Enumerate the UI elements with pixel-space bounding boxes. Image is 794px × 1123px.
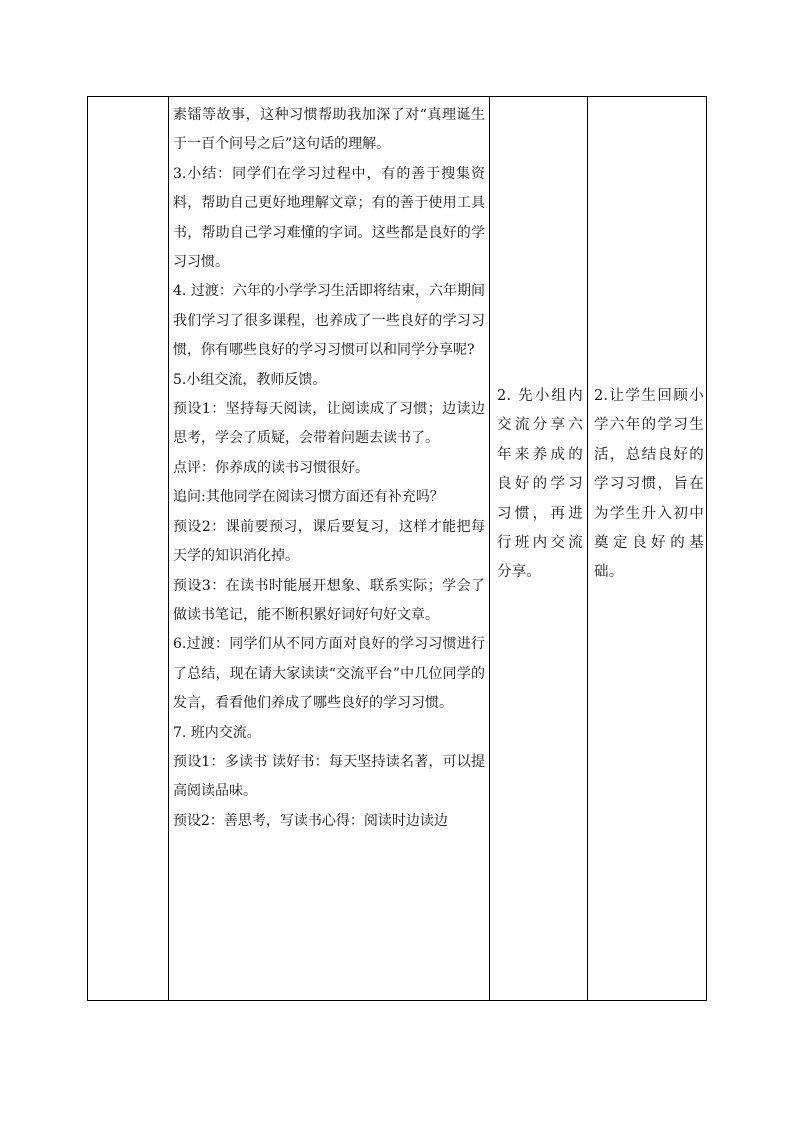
content-paragraph: 追问:其他同学在阅读习惯方面还有补充吗？	[173, 489, 444, 506]
content-paragraph: 7. 班内交流。	[173, 724, 261, 741]
content-paragraph: 3.小结：同学们在学习过程中，有的善于搜集资料，帮助自己更好地理解文章；有的善于使用工具书，帮助自己学习难懂的字词。这些都是良好的学习习惯。	[173, 165, 485, 271]
content-paragraph: 预设1：坚持每天阅读，让阅读成了习惯；边读边思考，学会了质疑，会带着问题去读书了。	[173, 401, 485, 447]
content-paragraph: 点评：你养成的读书习惯很好。	[173, 459, 369, 476]
content-paragraph: 预设2：善思考，写读书心得：阅读时边读边	[173, 812, 448, 829]
content-paragraph: 预设2：课前要预习，课后要复习，这样才能把每天学的知识消化掉。	[173, 518, 485, 565]
teaching-content-cell	[168, 97, 489, 1000]
content-paragraph: 6.过渡：同学们从不同方面对良好的学习习惯进行了总结，现在请大家读读“交流平台”中几位同学的发言，看看他们养成了哪些良好的学习习惯。	[173, 636, 485, 712]
content-paragraph: 4. 过渡：六年的小学学习生活即将结束，六年期间我们学习了很多课程，也养成了一些良好的学习习惯，你有哪些良好的学习习惯可以和同学分享呢?	[173, 283, 485, 359]
design-intent-text: 2.让学生回顾小学六年的学习生活，总结良好的学习习惯，旨在为学生升入初中奠定良好的基础。	[594, 388, 704, 581]
content-paragraph: 预设3：在读书时能展开想象、联系实际；学会了做读书笔记，能不断积累好词好句好文章。	[173, 577, 485, 623]
student-activity-text: 2. 先小组内交流分享六年来养成的良好的学习习惯，再进行班内交流分享。	[497, 388, 583, 581]
student-activity-cell	[489, 97, 587, 1000]
content-paragraph: 素镭等故事，这种习惯帮助我加深了对“真理诞生于一百个问号之后”这句话的理解。	[173, 107, 485, 153]
content-paragraph: 预设1：多读书 读好书：每天坚持读名著，可以提高阅读品味。	[173, 753, 485, 800]
lesson-plan-table	[87, 96, 707, 1001]
design-intent-cell	[587, 97, 708, 1000]
content-paragraph: 5.小组交流，教师反馈。	[173, 371, 327, 388]
